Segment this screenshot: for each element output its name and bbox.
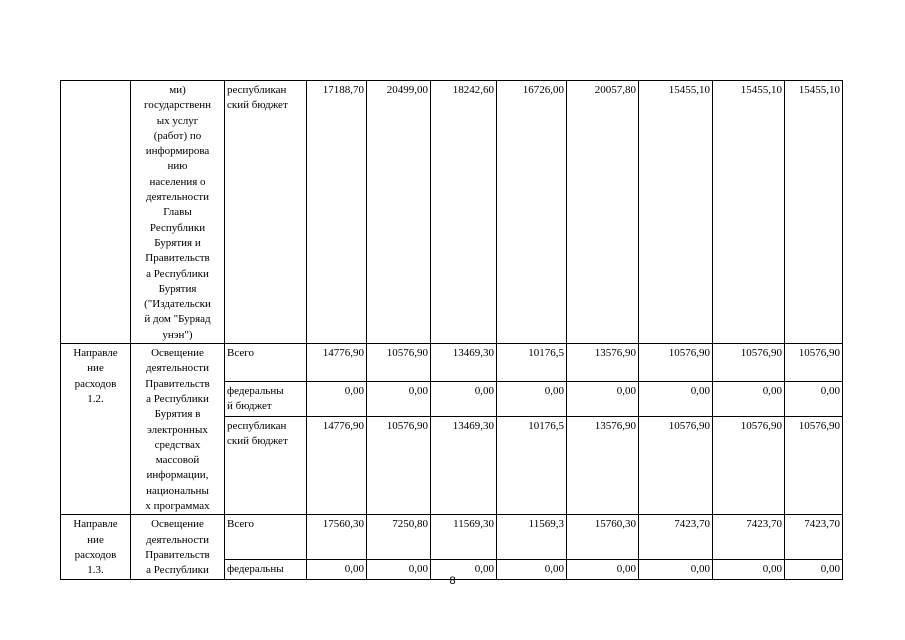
value-cell: 20499,00: [367, 81, 431, 344]
direction-cell: [61, 81, 131, 344]
page-number: 8: [449, 575, 456, 587]
value-cell: 0,00: [785, 559, 843, 579]
value-cell: 13576,90: [567, 344, 639, 382]
value-cell: 0,00: [639, 559, 713, 579]
value-cell: 0,00: [785, 382, 843, 417]
source-cell: Всего: [225, 515, 307, 559]
source-cell: республикан ский бюджет: [225, 81, 307, 344]
title-cell: ми) государственн ых услуг (работ) по информирова нию населения о деятельности Главы Республики Бурятия и Правительств а Республики Бурятия ("Издательски й дом "Буряад унэн"): [131, 81, 225, 344]
value-cell: 10576,90: [367, 344, 431, 382]
value-cell: 0,00: [567, 382, 639, 417]
value-cell: 10576,90: [785, 416, 843, 515]
value-cell: 10576,90: [713, 344, 785, 382]
table-row: [61, 344, 843, 382]
value-cell: 18242,60: [431, 81, 497, 344]
value-cell: 15455,10: [639, 81, 713, 344]
value-cell: 15760,30: [567, 515, 639, 559]
value-cell: 10176,5: [497, 416, 567, 515]
value-cell: 10576,90: [713, 416, 785, 515]
value-cell: 11569,30: [431, 515, 497, 559]
value-cell: 17560,30: [307, 515, 367, 559]
title-cell: Освещение деятельности Правительств а Республики Бурятия в электронных средствах массовой информации, национальны х программах: [131, 344, 225, 515]
value-cell: 0,00: [307, 559, 367, 579]
value-cell: 14776,90: [307, 344, 367, 382]
value-cell: 10576,90: [367, 416, 431, 515]
value-cell: 0,00: [367, 559, 431, 579]
value-cell: 0,00: [713, 559, 785, 579]
value-cell: 10176,5: [497, 344, 567, 382]
value-cell: 0,00: [639, 382, 713, 417]
direction-cell: Направле ние расходов 1.3.: [61, 515, 131, 579]
value-cell: 17188,70: [307, 81, 367, 344]
table-row: [61, 515, 843, 559]
value-cell: 7250,80: [367, 515, 431, 559]
value-cell: 0,00: [567, 559, 639, 579]
value-cell: 10576,90: [639, 416, 713, 515]
value-cell: 15455,10: [713, 81, 785, 344]
title-cell: Освещение деятельности Правительств а Республики: [131, 515, 225, 579]
source-cell: Всего: [225, 344, 307, 382]
value-cell: 0,00: [497, 559, 567, 579]
value-cell: 13576,90: [567, 416, 639, 515]
source-cell: федеральны й бюджет: [225, 382, 307, 417]
direction-cell: Направле ние расходов 1.2.: [61, 344, 131, 515]
value-cell: 11569,3: [497, 515, 567, 559]
value-cell: 0,00: [497, 382, 567, 417]
value-cell: 7423,70: [785, 515, 843, 559]
value-cell: 10576,90: [639, 344, 713, 382]
table-body: [61, 81, 843, 580]
source-cell: федеральны: [225, 559, 307, 579]
source-cell: республикан ский бюджет: [225, 416, 307, 515]
value-cell: 7423,70: [713, 515, 785, 559]
value-cell: 0,00: [367, 382, 431, 417]
value-cell: 13469,30: [431, 416, 497, 515]
value-cell: 14776,90: [307, 416, 367, 515]
budget-table: [60, 80, 843, 580]
value-cell: 13469,30: [431, 344, 497, 382]
value-cell: 16726,00: [497, 81, 567, 344]
value-cell: 7423,70: [639, 515, 713, 559]
value-cell: 15455,10: [785, 81, 843, 344]
value-cell: 0,00: [431, 559, 497, 579]
value-cell: 20057,80: [567, 81, 639, 344]
value-cell: 10576,90: [785, 344, 843, 382]
value-cell: 0,00: [431, 382, 497, 417]
table-row: [61, 81, 843, 344]
value-cell: 0,00: [307, 382, 367, 417]
value-cell: 0,00: [713, 382, 785, 417]
